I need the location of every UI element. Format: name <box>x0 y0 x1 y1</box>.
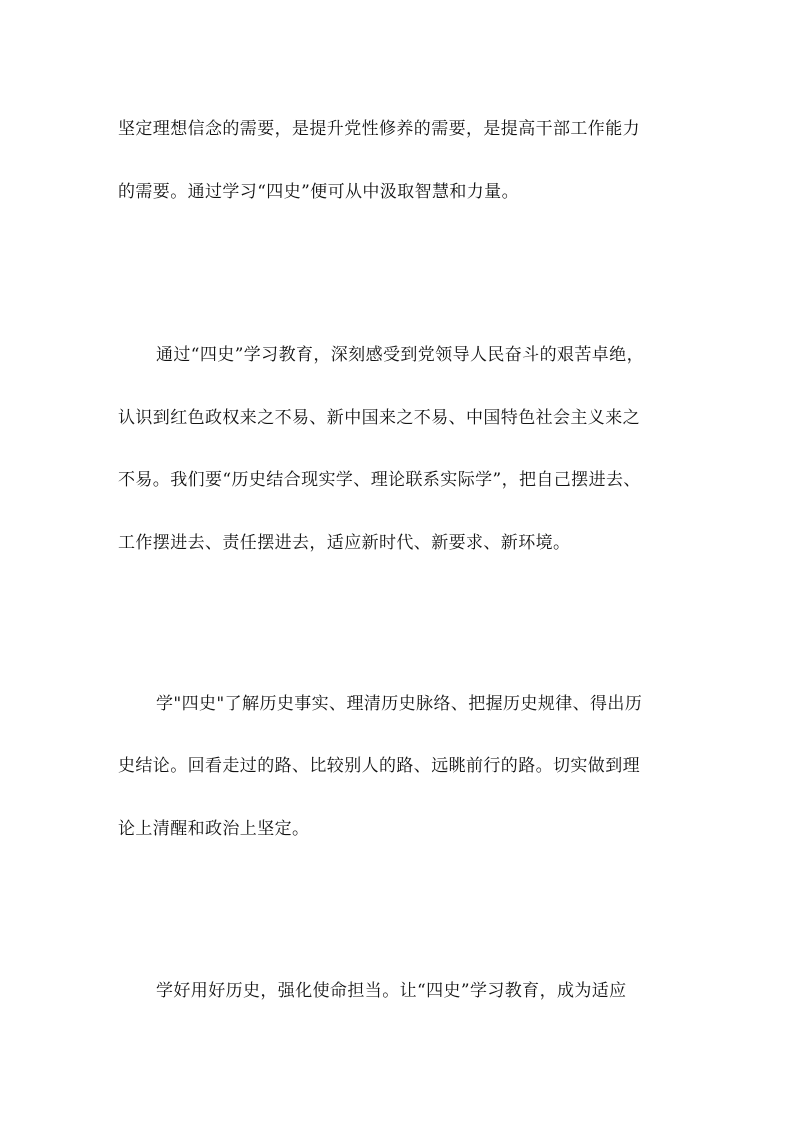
paragraph-4-line-1: 学好用好历史，强化使命担当。让“四史”学习教育，成为适应 <box>156 981 627 1001</box>
paragraph-3-line-1: 学"四史"了解历史事实、理清历史脉络、把握历史规律、得出历 <box>156 694 643 714</box>
paragraph-1-line-1: 坚定理想信念的需要，是提升党性修养的需要，是提高干部工作能力 <box>118 119 640 139</box>
paragraph-2-line-2: 认识到红色政权来之不易、新中国来之不易、中国特色社会主义来之 <box>118 408 640 428</box>
paragraph-3-line-3: 论上清醒和政治上坚定。 <box>118 819 310 839</box>
paragraph-2-line-4: 工作摆进去、责任摆进去，适应新时代、新要求、新环境。 <box>118 533 571 553</box>
paragraph-2-line-1: 通过“四史”学习教育，深刻感受到党领导人民奋斗的艰苦卓绝， <box>156 345 644 365</box>
paragraph-2-line-3: 不易。我们要“历史结合现实学、理论联系实际学”，把自己摆进去、 <box>118 470 641 490</box>
paragraph-1-line-2: 的需要。通过学习“四史”便可从中汲取智慧和力量。 <box>118 182 519 202</box>
paragraph-3-line-2: 史结论。回看走过的路、比较别人的路、远眺前行的路。切实做到理 <box>118 756 640 776</box>
